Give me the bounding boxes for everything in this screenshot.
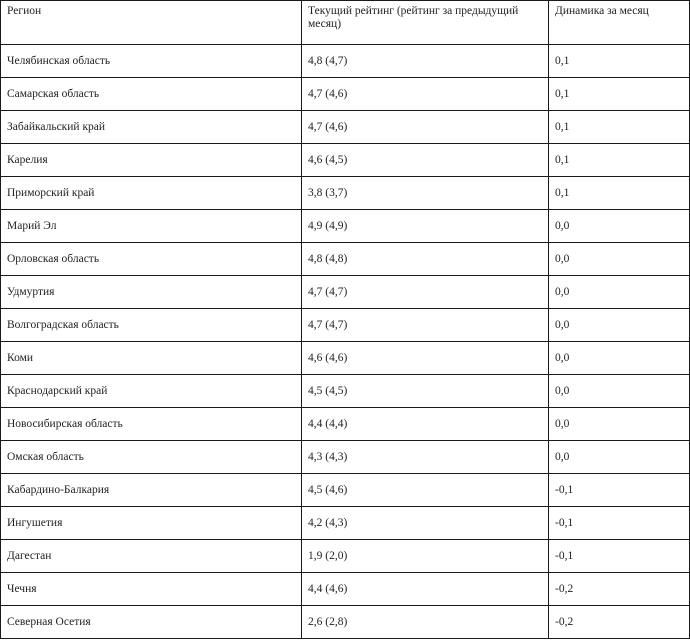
table-row — [1, 474, 690, 507]
table-row — [1, 441, 690, 474]
cell-change: 0,1 — [549, 144, 690, 177]
table-row — [1, 606, 690, 639]
cell-rating: 1,9 (2,0) — [302, 540, 549, 573]
cell-region: Забайкальский край — [1, 111, 302, 144]
table-row — [1, 45, 690, 78]
cell-region: Чечня — [1, 573, 302, 606]
header-row — [1, 1, 690, 45]
cell-region: Марий Эл — [1, 210, 302, 243]
cell-change: 0,1 — [549, 45, 690, 78]
cell-rating: 2,6 (2,8) — [302, 606, 549, 639]
table-row — [1, 111, 690, 144]
table-row — [1, 276, 690, 309]
cell-rating: 4,7 (4,7) — [302, 309, 549, 342]
cell-change: 0,0 — [549, 441, 690, 474]
cell-rating: 4,7 (4,6) — [302, 78, 549, 111]
cell-change: 0,1 — [549, 78, 690, 111]
table-row — [1, 375, 690, 408]
cell-region: Челябинская область — [1, 45, 302, 78]
table-row — [1, 408, 690, 441]
table-row — [1, 78, 690, 111]
cell-region: Омская область — [1, 441, 302, 474]
header-current-rating: Текущий рейтинг (рейтинг за предыдущий месяц) — [302, 1, 549, 45]
cell-rating: 4,2 (4,3) — [302, 507, 549, 540]
cell-region: Дагестан — [1, 540, 302, 573]
cell-change: 0,1 — [549, 111, 690, 144]
cell-region: Удмуртия — [1, 276, 302, 309]
table-row — [1, 309, 690, 342]
cell-region: Самарская область — [1, 78, 302, 111]
cell-region: Коми — [1, 342, 302, 375]
cell-change: -0,2 — [549, 573, 690, 606]
cell-change: -0,2 — [549, 606, 690, 639]
table-row — [1, 243, 690, 276]
cell-change: 0,0 — [549, 243, 690, 276]
cell-change: 0,0 — [549, 342, 690, 375]
cell-region: Краснодарский край — [1, 375, 302, 408]
cell-change: 0,0 — [549, 375, 690, 408]
header-monthly-change: Динамика за месяц — [549, 1, 690, 45]
table-row — [1, 573, 690, 606]
cell-region: Карелия — [1, 144, 302, 177]
cell-region: Приморский край — [1, 177, 302, 210]
table-body — [1, 45, 690, 639]
cell-rating: 4,8 (4,8) — [302, 243, 549, 276]
cell-rating: 4,8 (4,7) — [302, 45, 549, 78]
table-row — [1, 210, 690, 243]
cell-rating: 4,6 (4,5) — [302, 144, 549, 177]
cell-change: 0,0 — [549, 276, 690, 309]
cell-rating: 4,4 (4,6) — [302, 573, 549, 606]
header-region: Регион — [1, 1, 302, 45]
cell-rating: 4,9 (4,9) — [302, 210, 549, 243]
cell-change: -0,1 — [549, 474, 690, 507]
cell-rating: 4,4 (4,4) — [302, 408, 549, 441]
cell-region: Ингушетия — [1, 507, 302, 540]
cell-rating: 4,7 (4,7) — [302, 276, 549, 309]
table-row — [1, 342, 690, 375]
cell-region: Северная Осетия — [1, 606, 302, 639]
cell-region: Волгоградская область — [1, 309, 302, 342]
cell-rating: 4,3 (4,3) — [302, 441, 549, 474]
cell-region: Кабардино-Балкария — [1, 474, 302, 507]
cell-rating: 3,8 (3,7) — [302, 177, 549, 210]
cell-change: -0,1 — [549, 540, 690, 573]
table-row — [1, 177, 690, 210]
cell-rating: 4,6 (4,6) — [302, 342, 549, 375]
table-row — [1, 540, 690, 573]
cell-rating: 4,5 (4,5) — [302, 375, 549, 408]
table-header — [1, 1, 690, 45]
table-row — [1, 507, 690, 540]
cell-change: -0,1 — [549, 507, 690, 540]
cell-change: 0,0 — [549, 309, 690, 342]
cell-region: Новосибирская область — [1, 408, 302, 441]
cell-rating: 4,7 (4,6) — [302, 111, 549, 144]
cell-change: 0,0 — [549, 408, 690, 441]
cell-rating: 4,5 (4,6) — [302, 474, 549, 507]
table-row — [1, 144, 690, 177]
cell-change: 0,0 — [549, 210, 690, 243]
cell-change: 0,1 — [549, 177, 690, 210]
cell-region: Орловская область — [1, 243, 302, 276]
